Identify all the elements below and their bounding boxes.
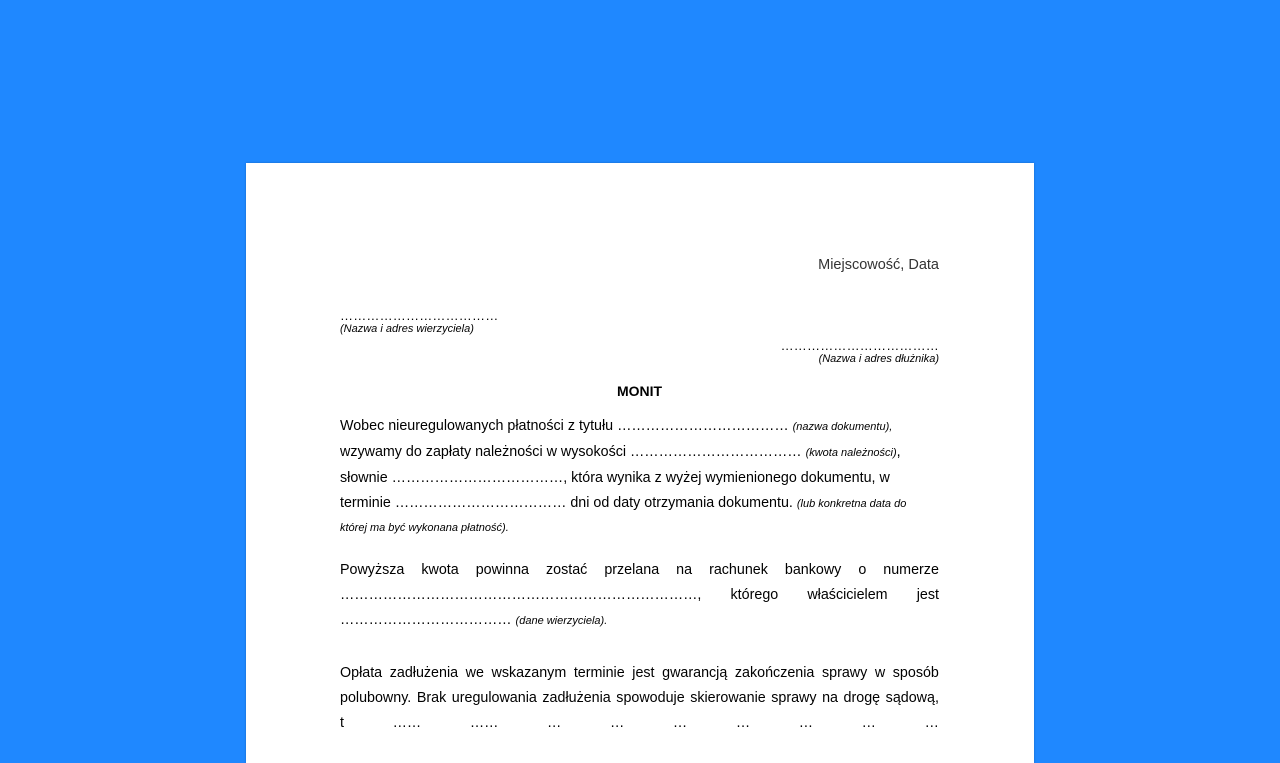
- word: polubowny.: [340, 690, 412, 706]
- word: …: [547, 715, 562, 731]
- line-text: Wobec nieuregulowanych płatności z tytułu ………………………………: [340, 418, 793, 434]
- word: kwota: [421, 562, 459, 578]
- paragraph-line: [340, 517, 939, 538]
- place-date: Miejscowość, Data: [818, 257, 939, 273]
- word: właścicielem: [807, 587, 888, 603]
- justified-line: [340, 711, 939, 736]
- paragraph-line: [340, 491, 939, 517]
- creditor-caption: (Nazwa i adres wierzyciela): [340, 323, 474, 335]
- word: uregulowania: [451, 690, 537, 706]
- debtor-block: [781, 339, 939, 366]
- word: sposób: [892, 665, 939, 681]
- line-text: ………………………………: [340, 612, 516, 628]
- document-page: [246, 163, 1034, 763]
- line-text: wzywamy do zapłaty należności w wysokości ………………………………: [340, 444, 806, 460]
- word: bankowy: [784, 562, 842, 578]
- paragraph-payment-demand: [340, 414, 939, 538]
- word: …: [861, 715, 876, 731]
- paragraph-bank-account: [340, 558, 939, 634]
- line-note: (lub konkretna data do: [796, 498, 907, 510]
- word: numerze: [883, 562, 939, 578]
- word: ……: [469, 715, 499, 731]
- word: …: [609, 715, 625, 731]
- word: Powyższa: [340, 562, 405, 578]
- word: …………………………………………………………………,: [340, 587, 702, 603]
- paragraph-consequences: [340, 661, 939, 736]
- word: o: [858, 562, 867, 578]
- word: zakończenia: [734, 665, 815, 681]
- line-text: terminie ……………………………… dni od daty otrzymania dokumentu.: [340, 495, 797, 511]
- word: na: [822, 690, 838, 706]
- word: powinna: [475, 562, 529, 578]
- word: t: [340, 715, 344, 731]
- word: zostać: [545, 562, 588, 578]
- word: którego: [730, 587, 779, 603]
- word: w: [874, 665, 886, 681]
- justified-line: [340, 558, 939, 583]
- creditor-dots: ………………………………: [340, 308, 499, 323]
- word: Opłata: [340, 665, 383, 681]
- justified-line: [340, 661, 939, 686]
- justified-line: [340, 583, 939, 608]
- debtor-caption: (Nazwa i adres dłużnika): [818, 353, 939, 365]
- word: sądową,: [885, 690, 939, 706]
- word: terminie: [573, 665, 625, 681]
- word: gwarancją: [662, 665, 728, 681]
- word: ……: [392, 715, 422, 731]
- word: sprawy: [821, 665, 868, 681]
- word: we: [465, 665, 484, 681]
- word: na: [676, 562, 693, 578]
- document-title: MONIT: [616, 383, 663, 399]
- word: przelana: [604, 562, 660, 578]
- word: spowoduje: [616, 690, 685, 706]
- word: …: [735, 715, 751, 731]
- word: zadłużenia: [542, 690, 611, 706]
- line-note: (dane wierzyciela).: [515, 615, 608, 627]
- word: skierowanie: [690, 690, 766, 706]
- word: rachunek: [709, 562, 768, 578]
- debtor-dots: ………………………………: [780, 338, 939, 353]
- paragraph-line: [340, 440, 939, 466]
- line-text: ,: [896, 444, 901, 460]
- line-note: (kwota należności): [805, 447, 897, 459]
- paragraph-line: [340, 414, 939, 440]
- paragraph-line: słownie ………………………………, która wynika z wyżej wymienionego dokumentu, w: [340, 470, 890, 486]
- justified-line: [340, 686, 939, 711]
- word: …: [672, 715, 688, 731]
- word: jest: [632, 665, 655, 681]
- paragraph-line: [340, 608, 939, 634]
- word: zadłużenia: [389, 665, 459, 681]
- word: jest: [916, 587, 939, 603]
- creditor-block: [340, 309, 498, 336]
- word: Brak: [416, 690, 447, 706]
- word: …: [798, 715, 814, 731]
- word: sprawy: [771, 690, 817, 706]
- word: …: [924, 715, 939, 731]
- word: wskazanym: [491, 665, 567, 681]
- line-note: której ma być wykonana płatność).: [340, 522, 509, 534]
- line-note: (nazwa dokumentu),: [792, 421, 893, 433]
- word: drogę: [843, 690, 881, 706]
